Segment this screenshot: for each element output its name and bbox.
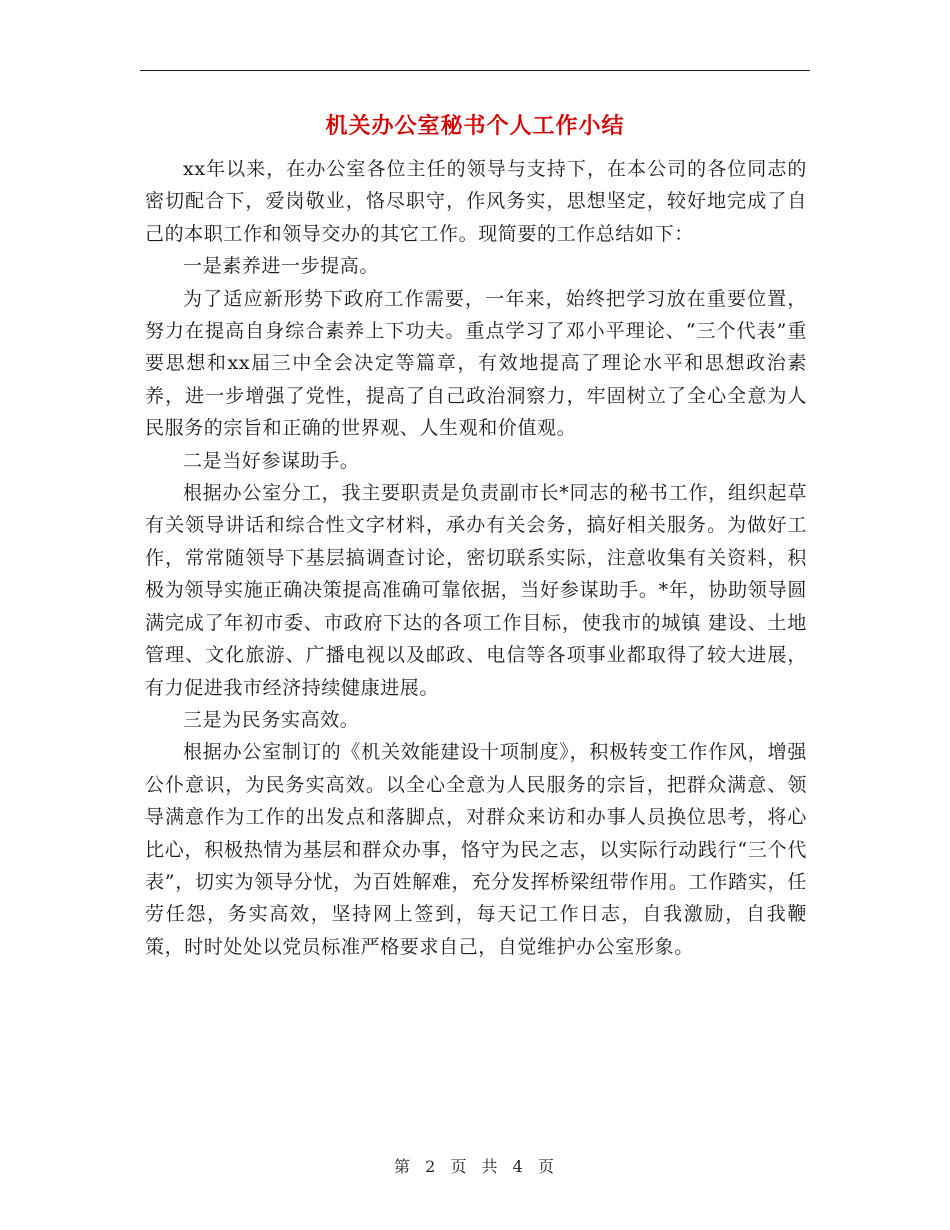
header-rule [140, 70, 810, 71]
footer-total-pages: 4 [512, 1157, 525, 1176]
section-heading-1: 一是素养进一步提高。 [183, 255, 380, 278]
section-body-1: 为了适应新形势下政府工作需要，一年来，始终把学习放在重要位置，努力在提高自身综合素养上下功夫。重点学习了邓小平理论、“三个代表”重要思想和xx届三中全会决定等篇章，有效地提高了理论水平和思想政治素养，进一步增强了党性，提高了自己政治洞察力，牢固树立了全心全意为人民服务的宗旨和正确的世界观、人生观和价值观。 [145, 287, 807, 440]
section-body-2: 根据办公室分工，我主要职责是负责副市长*同志的秘书工作，组织起草有关领导讲话和综合性文字材料，承办有关会务，搞好相关服务。为做好工作，常常随领导下基层搞调查讨论，密切联系实际，注意收集有关资料，积极为领导实施正确决策提高准确可靠依据，当好参谋助手。*年，协助领导圆满完成了年初市委、市政府下达的各项工作目标，使我市的城镇 建设、土地管理、文化旅游、广播电视以及邮政、电信等各项事业都取得了较大进展，有力促进我市经济持续健康进展。 [145, 482, 807, 699]
section-heading-3: 三是为民务实高效。 [183, 708, 360, 731]
footer-suffix: 页 [537, 1157, 556, 1176]
footer-total-prefix: 共 [481, 1157, 500, 1176]
page-number-footer [0, 1154, 950, 1177]
document-body [145, 153, 807, 963]
section-heading-2: 二是当好参谋助手。 [183, 449, 360, 472]
footer-prefix: 第 [394, 1157, 413, 1176]
footer-page-word: 页 [450, 1157, 469, 1176]
document-title: 机关办公室秘书个人工作小结 [325, 114, 625, 139]
footer-current-page: 2 [425, 1157, 438, 1176]
intro-paragraph: xx年以来，在办公室各位主任的领导与支持下，在本公司的各位同志的密切配合下，爱岗敬业，恪尽职守，作风务实，思想坚定，较好地完成了自己的本职工作和领导交办的其它工作。现简要的工作总结如下： [145, 158, 807, 245]
section-body-3: 根据办公室制订的《机关效能建设十项制度》，积极转变工作作风，增强公仆意识，为民务实高效。以全心全意为人民服务的宗旨，把群众满意、领导满意作为工作的出发点和落脚点，对群众来访和办事人员换位思考，将心比心，积极热情为基层和群众办事，恪守为民之志，以实际行动践行“三个代表”，切实为领导分忧，为百姓解难，充分发挥桥梁纽带作用。工作踏实，任劳任怨，务实高效，坚持网上签到，每天记工作日志，自我激励，自我鞭策，时时处处以党员标准严格要求自己，自觉维护办公室形象。 [145, 741, 807, 958]
